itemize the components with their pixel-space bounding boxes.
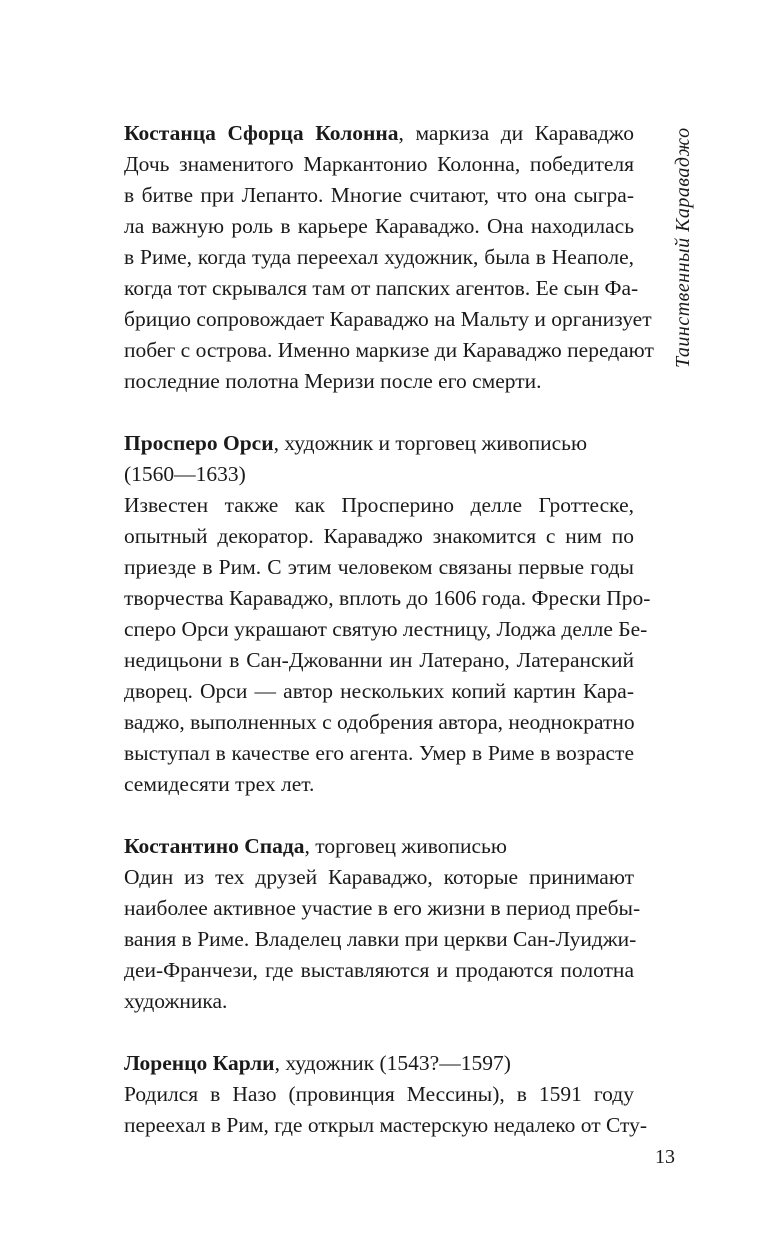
text-line: сперо Орси украшают святую лестницу, Лоджа делле Бе- (124, 617, 648, 641)
text-line: переехал в Рим, где открыл мастерскую недалеко от Сту- (124, 1113, 648, 1137)
entry-role: , художник и торговец живописью (273, 431, 588, 455)
entry-dates: (1560—1633) (124, 462, 246, 486)
entry-prospero-orsi (124, 428, 651, 800)
entry-role: , маркиза ди Караваджо (398, 121, 635, 145)
text-line: приезде в Рим. С этим человеком связаны первые годы (124, 555, 634, 579)
text-line: Родился в Назо (провинция Мессины), в 1591 году (124, 1082, 634, 1106)
text-line: брицио сопровождает Караваджо на Мальту и организует (124, 307, 652, 331)
text-line: семидесяти трех лет. (124, 772, 315, 796)
text-line: опытный декоратор. Караваджо знакомится с ним по (124, 524, 634, 548)
text-line: Дочь знаменитого Маркантонио Колонна, победителя (124, 152, 634, 176)
text-line: ваджо, выполненных с одобрения автора, неоднократно (124, 710, 635, 734)
text-line: побег с острова. Именно маркизе ди Караваджо передают (124, 338, 654, 362)
text-line: творчества Караваджо, вплоть до 1606 года. Фрески Про- (124, 586, 651, 610)
running-head-text: Таинственный Караваджо (672, 127, 694, 368)
text-line: последние полотна Меризи после его смерти. (124, 369, 542, 393)
entry-name: Костантино Спада (124, 834, 305, 858)
text-line: когда тот скрывался там от папских агентов. Ее сын Фа- (124, 276, 639, 300)
text-line: дворец. Орси — автор нескольких копий картин Кара- (124, 679, 634, 703)
entry-name: Костанца Сфорца Колонна (124, 121, 399, 145)
text-line: вания в Риме. Владелец лавки при церкви Сан-Луиджи- (124, 927, 637, 951)
entry-kostanza-sforza-colonna (124, 118, 654, 397)
running-head (672, 118, 702, 368)
entry-heading (124, 118, 634, 149)
text-line: наиболее активное участие в его жизни в период пребы- (124, 896, 641, 920)
text-line: выступал в качестве его агента. Умер в Риме в возрасте (124, 741, 634, 765)
text-line: в битве при Лепанто. Многие считают, что она сыгра- (124, 183, 634, 207)
entry-kostantino-spada (124, 831, 641, 1017)
entry-heading (124, 831, 634, 862)
entry-role: , художник (1543?—1597) (274, 1051, 511, 1075)
text-line: деи-Франчези, где выставляются и продаются полотна (124, 958, 634, 982)
text-block (124, 118, 654, 1172)
text-line: в Риме, когда туда переехал художник, была в Неаполе, (124, 245, 634, 269)
entry-lorenzo-carli (124, 1048, 648, 1141)
entry-name: Просперо Орси (124, 431, 274, 455)
entry-name: Лоренцо Карли (124, 1051, 275, 1075)
entry-role: , торговец живописью (304, 834, 507, 858)
text-line: Один из тех друзей Караваджо, которые принимают (124, 865, 634, 889)
entry-heading (124, 1048, 634, 1079)
text-line: художника. (124, 989, 228, 1013)
text-line: Известен также как Просперино делле Гроттеске, (124, 493, 634, 517)
page-number: 13 (655, 1146, 675, 1168)
text-line: ла важную роль в карьере Караваджо. Она находилась (124, 214, 634, 238)
text-line: недицьони в Сан-Джованни ин Латерано, Латеранский (124, 648, 634, 672)
entry-heading (124, 428, 634, 459)
